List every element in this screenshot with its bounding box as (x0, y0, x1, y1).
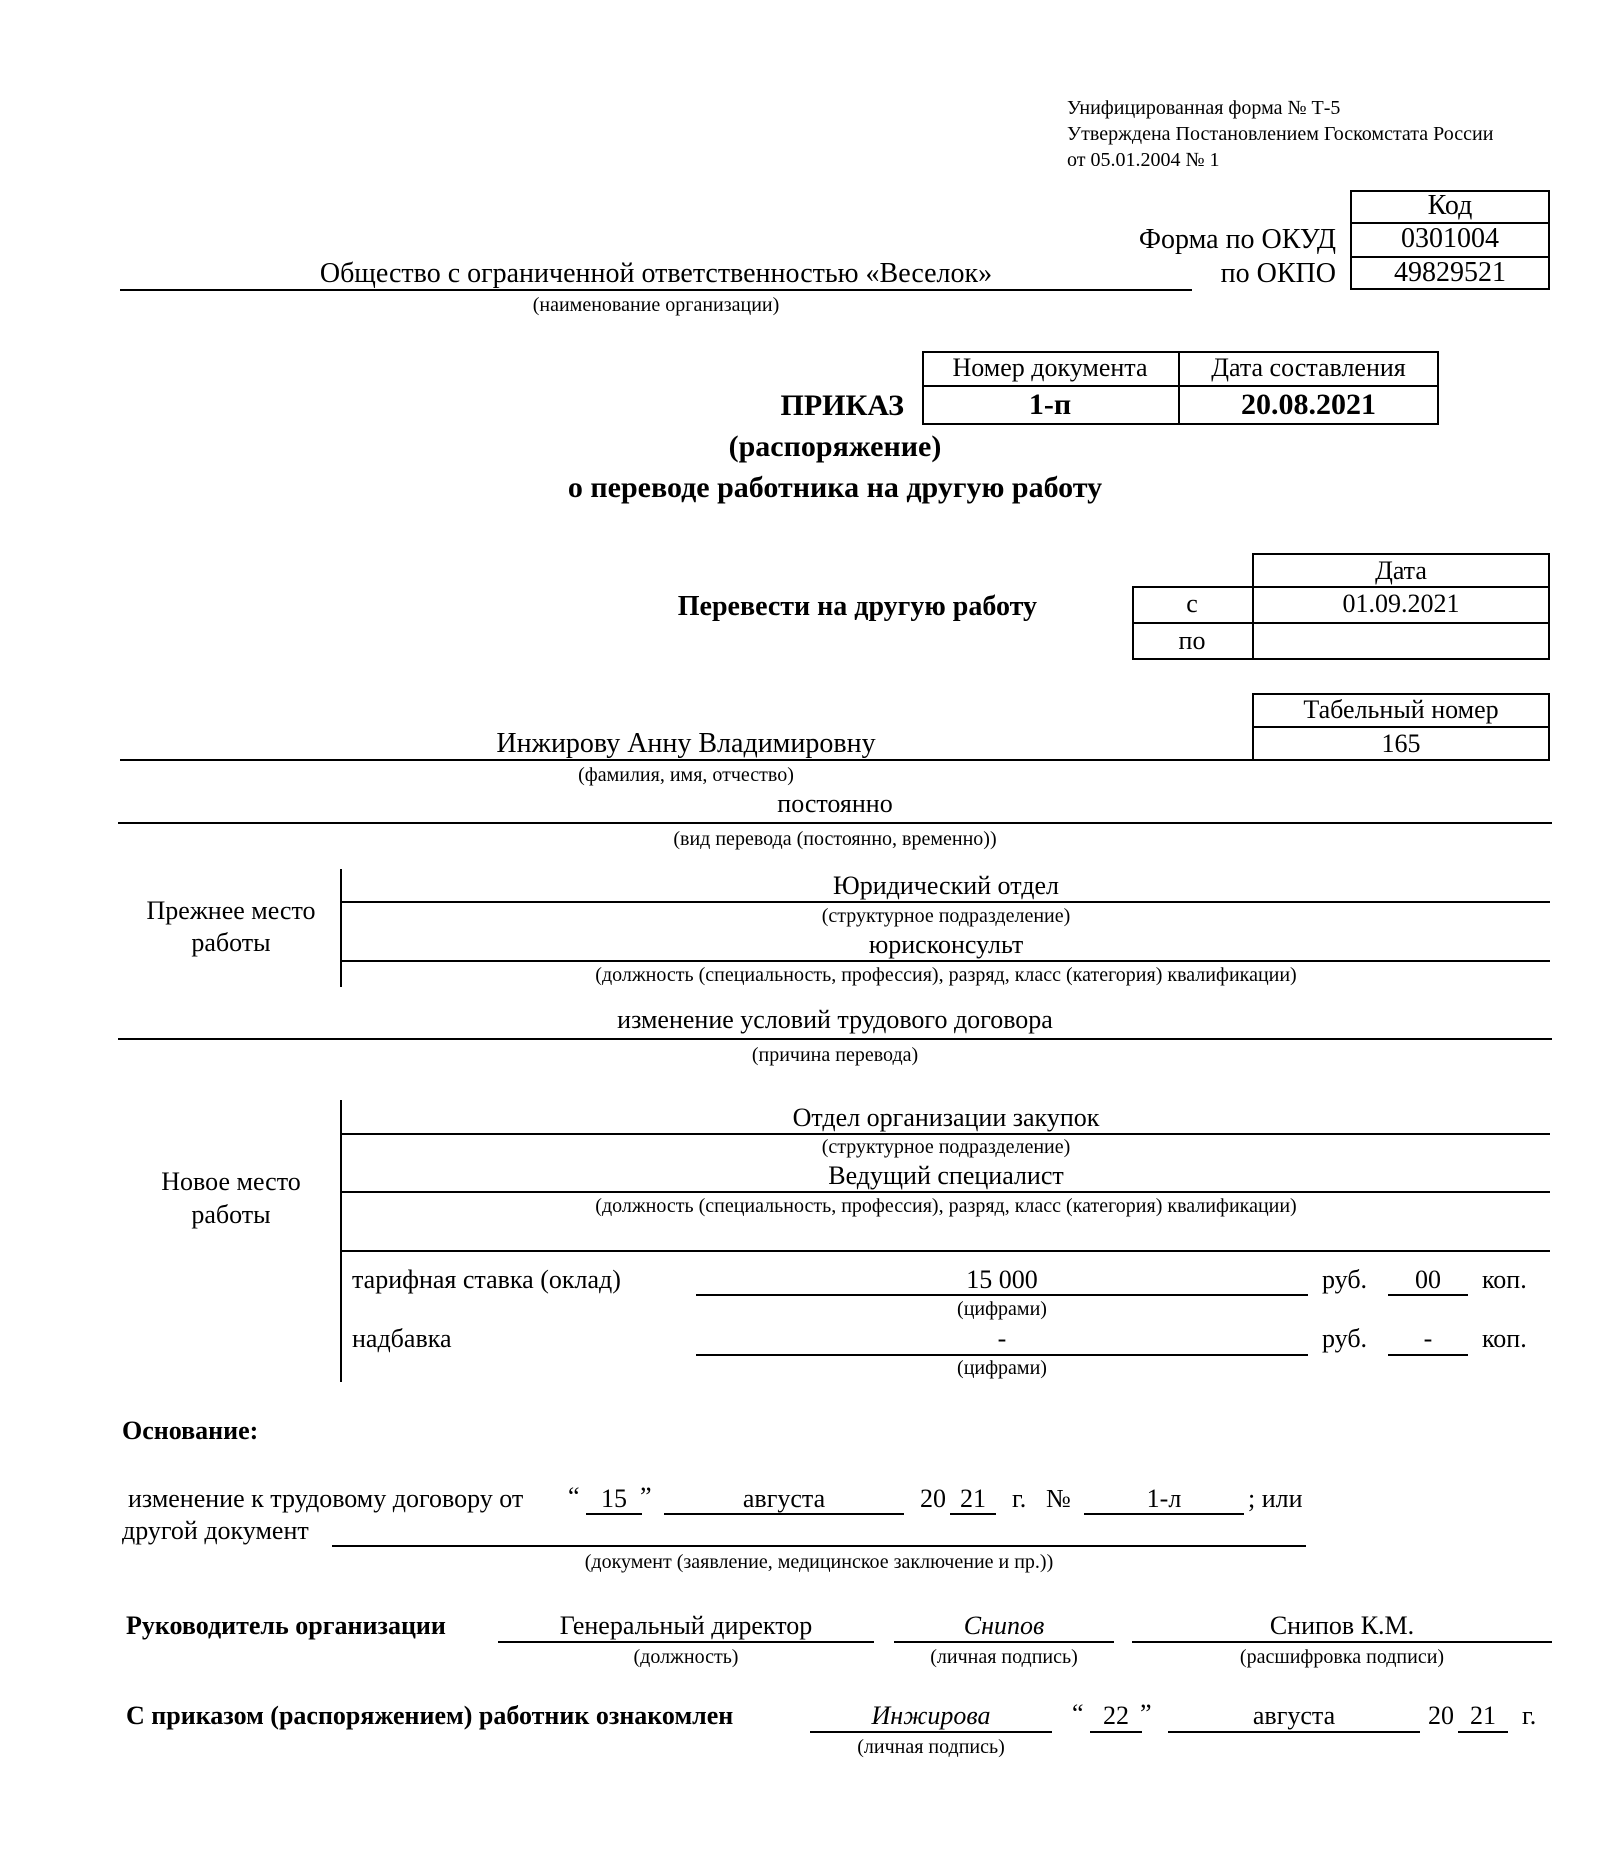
transfer-from-label: с (1186, 589, 1198, 618)
new-place-label-1: Новое место (161, 1167, 301, 1196)
document-number-label: Номер документа (952, 353, 1148, 382)
bonus-label: надбавка (352, 1324, 452, 1353)
basis-number-label: № (1046, 1484, 1071, 1513)
bonus-kop: - (1423, 1324, 1433, 1353)
basis-or: ; или (1248, 1484, 1303, 1513)
previous-department-caption: (структурное подразделение) (821, 905, 1071, 927)
salary-label: тарифная ставка (оклад) (352, 1265, 621, 1294)
manager-signature-caption: (личная подпись) (930, 1646, 1078, 1668)
manager-full-name-caption: (расшифровка подписи) (1239, 1646, 1445, 1668)
okpo-value: 49829521 (1394, 257, 1506, 288)
document-date-label: Дата составления (1211, 353, 1406, 382)
acknowledgement-year-suffix: 21 (1470, 1701, 1496, 1730)
salary-kop-label: коп. (1482, 1265, 1527, 1294)
acknowledgement-day: 22 (1103, 1701, 1129, 1730)
acknowledgement-year-prefix: 20 (1428, 1701, 1454, 1730)
manager-label: Руководитель организации (126, 1611, 446, 1640)
new-department-caption: (структурное подразделение) (821, 1136, 1071, 1158)
bonus-rub: - (997, 1324, 1007, 1353)
form-approval-date: от 05.01.2004 № 1 (1067, 149, 1220, 171)
basis-quote-close: ” (640, 1482, 652, 1511)
document-title: ПРИКАЗ (780, 389, 904, 422)
basis-heading: Основание: (122, 1416, 259, 1445)
new-position-caption: (должность (специальность, профессия), разряд, класс (категория) квалификации) (595, 1195, 1297, 1217)
other-document-caption: (документ (заявление, медицинское заключение и пр.)) (584, 1551, 1054, 1573)
acknowledgement-signature-caption: (личная подпись) (857, 1736, 1005, 1758)
manager-full-name: Снипов К.М. (1269, 1611, 1415, 1640)
codes-title: Код (1427, 190, 1473, 221)
acknowledgement-signature: Инжирова (871, 1701, 991, 1730)
previous-position-caption: (должность (специальность, профессия), разряд, класс (категория) квалификации) (595, 964, 1297, 986)
bonus-rub-label: руб. (1322, 1324, 1368, 1353)
salary-rub-label: руб. (1322, 1265, 1368, 1294)
tab-number-value: 165 (1381, 728, 1421, 758)
new-position: Ведущий специалист (828, 1161, 1064, 1190)
salary-kop: 00 (1415, 1265, 1441, 1294)
transfer-heading: Перевести на другую работу (677, 591, 1037, 622)
previous-position: юрисконсульт (868, 930, 1024, 959)
transfer-reason: изменение условий трудового договора (617, 1005, 1053, 1034)
basis-day: 15 (601, 1484, 627, 1513)
acknowledgement-year-label: г. (1522, 1701, 1537, 1730)
okud-value: 0301004 (1401, 223, 1499, 254)
other-document-label: другой документ (122, 1516, 309, 1545)
transfer-reason-caption: (причина перевода) (751, 1044, 919, 1066)
new-place-label-2: работы (191, 1200, 271, 1229)
bonus-kop-label: коп. (1482, 1324, 1527, 1353)
salary-rub: 15 000 (966, 1265, 1038, 1294)
form-name: Унифицированная форма № Т-5 (1067, 97, 1341, 119)
organization-name: Общество с ограниченной ответственностью «Веселок» (319, 258, 993, 289)
transfer-type: постоянно (777, 789, 893, 818)
previous-department: Юридический отдел (833, 871, 1059, 900)
previous-place-label-1: Прежнее место (146, 896, 316, 925)
previous-place-label-2: работы (191, 928, 271, 957)
okpo-label: по ОКПО (1220, 258, 1336, 289)
basis-month: августа (742, 1484, 826, 1513)
organization-caption: (наименование организации) (532, 294, 780, 316)
manager-signature: Снипов (963, 1611, 1045, 1640)
document-purpose: о переводе работника на другую работу (567, 471, 1103, 504)
employee-name-caption: (фамилия, имя, отчество) (578, 764, 794, 786)
ack-quote-open: “ (1072, 1699, 1084, 1728)
document-date: 20.08.2021 (1241, 388, 1376, 421)
transfer-from-value: 01.09.2021 (1342, 589, 1460, 618)
document-subtitle: (распоряжение) (728, 430, 942, 463)
basis-year-prefix: 20 (920, 1484, 946, 1513)
tab-number-label: Табельный номер (1303, 694, 1499, 724)
ack-quote-close: ” (1140, 1699, 1152, 1728)
basis-year-label: г. (1012, 1484, 1027, 1513)
new-department: Отдел организации закупок (792, 1103, 1100, 1132)
manager-position-caption: (должность) (633, 1646, 739, 1668)
form-approval: Утверждена Постановлением Госкомстата России (1067, 123, 1494, 145)
acknowledgement-label: С приказом (распоряжением) работник ознакомлен (126, 1701, 734, 1730)
employee-name: Инжирову Анну Владимировну (496, 728, 876, 759)
transfer-type-caption: (вид перевода (постоянно, временно)) (673, 828, 997, 850)
basis-number: 1-л (1146, 1484, 1182, 1513)
bonus-caption: (цифрами) (957, 1357, 1047, 1379)
acknowledgement-month: августа (1252, 1701, 1336, 1730)
transfer-to-value (1252, 622, 1550, 660)
transfer-date-header-label: Дата (1375, 555, 1427, 585)
manager-position: Генеральный директор (559, 1611, 813, 1640)
transfer-to-label: по (1178, 626, 1206, 655)
basis-quote-open: “ (568, 1482, 580, 1511)
basis-year-suffix: 21 (960, 1484, 986, 1513)
okud-label: Форма по ОКУД (1138, 224, 1336, 255)
basis-text: изменение к трудовому договору от (128, 1484, 524, 1513)
document-number: 1-п (1028, 388, 1072, 421)
salary-caption: (цифрами) (957, 1298, 1047, 1320)
